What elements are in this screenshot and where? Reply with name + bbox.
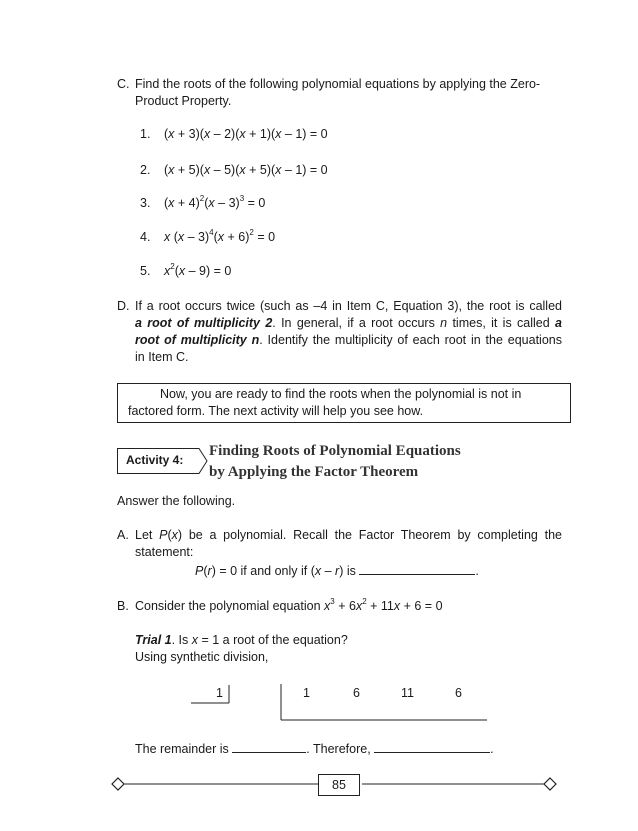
synthetic-division-lines (185, 680, 495, 725)
activity-title (209, 441, 461, 483)
remainder-blank[interactable] (232, 740, 306, 753)
equation-item-4: 4. x $(x - 3)^4(x + 6)^2 = 0$ (140, 227, 276, 244)
coefficient: 6 (353, 686, 360, 700)
note-line1: Now, you are ready to find the roots when the polynomial is not in (160, 387, 522, 401)
equation-item-5: 5. $x^2(x - 9) = 0$ (140, 261, 232, 278)
page-number: 85 (332, 778, 346, 792)
section-d-line4: in Item C. (135, 350, 189, 364)
equation-item-3: 3. $(x + 4)^2(x - 3)^3 = 0$ (140, 193, 266, 210)
section-c-text: Find the roots of the following polynomial equations by applying the Zero- (135, 77, 541, 91)
part-a-line1: Let P(x) be a polynomial. Recall the Factor Theorem by completing the (135, 528, 562, 542)
part-a (117, 527, 562, 561)
therefore-blank[interactable] (374, 740, 490, 753)
coefficient: 11 (401, 686, 414, 700)
section-c (117, 76, 562, 110)
section-c-text2: Product Property. (135, 94, 232, 108)
synthetic-divisor: 1 (216, 686, 223, 700)
coefficient: 1 (303, 686, 310, 700)
section-d-line3: root of multiplicity n. Identify the multiplicity of each root in the equations (135, 333, 562, 347)
remainder-line: The remainder is . Therefore, . (135, 742, 494, 756)
page-number-box (318, 774, 360, 796)
note-line2: factored form. The next activity will help you see how. (128, 404, 424, 418)
term-multiplicity-2: a root of multiplicity 2 (135, 316, 273, 330)
diamond-left-icon (112, 778, 124, 790)
trial-line2: Using synthetic division, (135, 650, 269, 664)
activity-title-line1: Finding Roots of Polynomial Equations (209, 443, 461, 459)
part-b-letter: B. (117, 599, 129, 613)
factor-theorem-statement: P(r) = 0 if and only if (x – r) is . (195, 564, 479, 578)
activity-tag-label: Activity 4: (126, 453, 184, 467)
activity-title-line2: by Applying the Factor Theorem (209, 464, 419, 480)
factor-theorem-blank[interactable] (359, 562, 475, 575)
trial-line1: Trial 1. Is x = 1 a root of the equation? (135, 633, 348, 647)
equation-item-1: 1. (x + 3)(x – 2)(x + 1)(x – 1) = 0 (140, 127, 328, 141)
section-d-letter: D. (117, 299, 130, 313)
equation-item-2: 2. (x + 5)(x – 5)(x + 5)(x – 1) = 0 (140, 163, 328, 177)
synthetic-division (185, 680, 495, 725)
diamond-right-icon (544, 778, 556, 790)
part-a-letter: A. (117, 528, 129, 542)
answer-intro: Answer the following. (117, 494, 236, 508)
section-d (117, 298, 562, 366)
note-box (117, 383, 571, 423)
coefficient: 6 (455, 686, 462, 700)
trial-1 (135, 632, 348, 666)
part-a-line2: statement: (135, 545, 194, 559)
activity-tag (117, 448, 207, 474)
part-b (117, 598, 562, 615)
section-d-line2: a root of multiplicity 2. In general, if a root occurs n times, it is called a (135, 316, 562, 330)
term-multiplicity-n: root of multiplicity (135, 333, 247, 347)
trial-label: Trial 1 (135, 633, 172, 647)
section-c-letter: C. (117, 77, 130, 91)
part-b-line: Consider the polynomial equation $x^3 + 6x^2 + 11x + 6 = 0$ (135, 596, 443, 613)
section-d-line1: If a root occurs twice (such as –4 in Item C, Equation 3), the root is called (135, 299, 562, 313)
